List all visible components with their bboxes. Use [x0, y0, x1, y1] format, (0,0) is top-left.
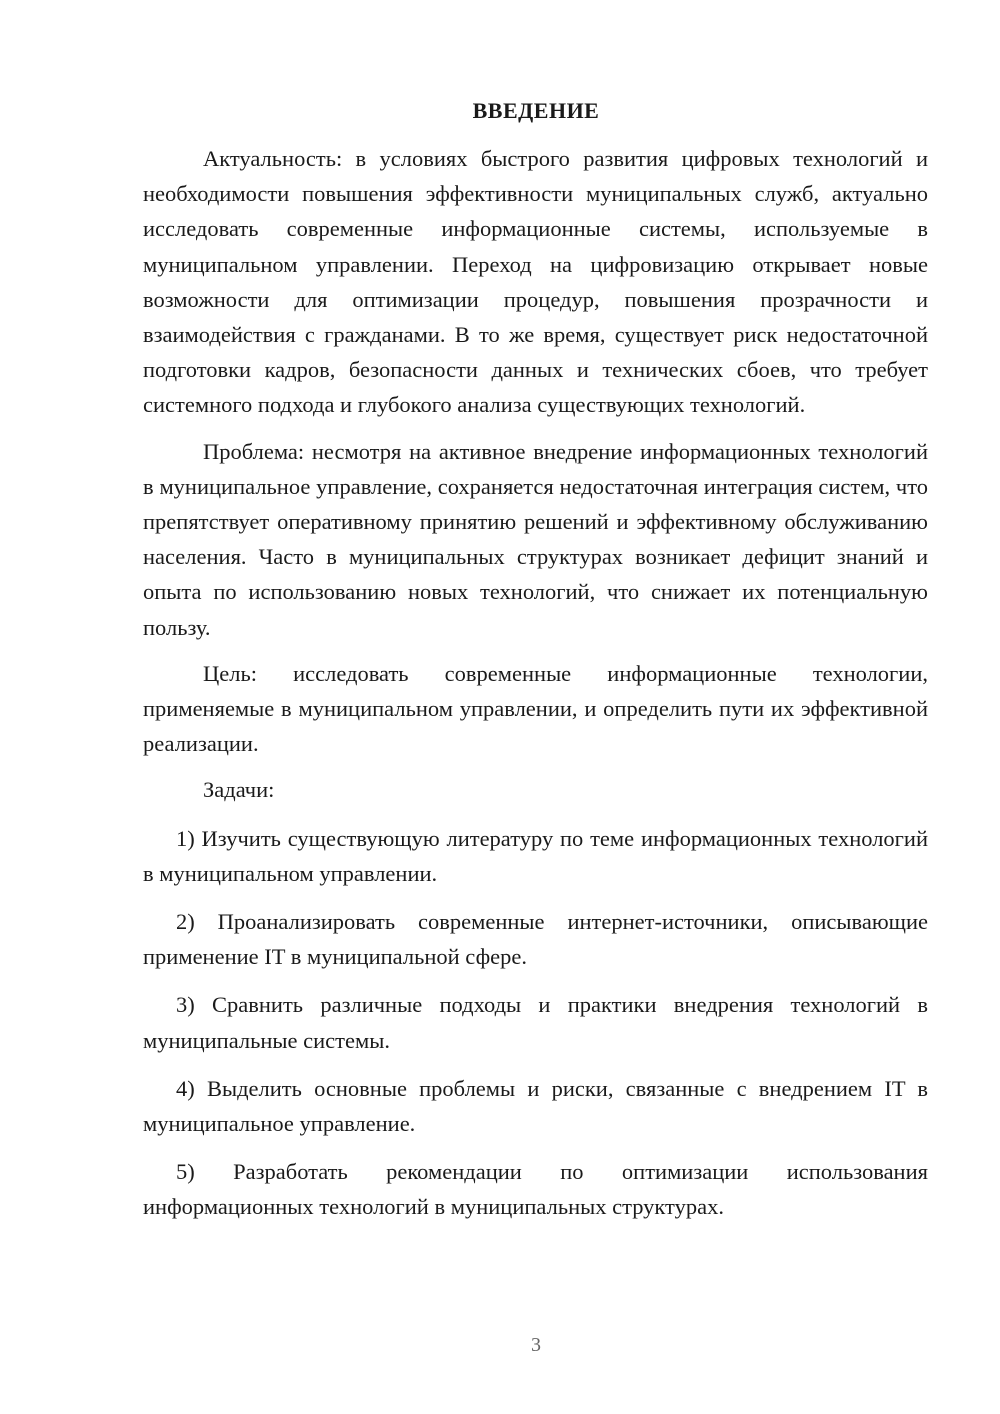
task-item: 1) Изучить существующую литературу по теме информационных технологий в муниципальном управлении. — [143, 825, 928, 886]
task-item: 5) Разработать рекомендации по оптимизации использования информационных технологий в муниципальных структурах. — [143, 1159, 928, 1220]
paragraph-relevance: Актуальность: в условиях быстрого развития цифровых технологий и необходимости повышения эффективности муниципальных служб, актуально исследовать современные информационные системы, используемые в муниципальном управлении. Переход на цифровизацию открывает новые возможности для оптимизации процедур, повышения прозрачности и взаимодействия с гражданами. В то же время, существует риск недостаточной подготовки кадров, безопасности данных и технических сбоев, что требует системного подхода и глубокого анализа существующих технологий. — [143, 146, 928, 418]
body-text — [143, 141, 928, 1225]
task-item: 2) Проанализировать современные интернет-источники, описывающие применение IT в муниципальной сфере. — [143, 909, 928, 970]
paragraph-goal: Цель: исследовать современные информационные технологии, применяемые в муниципальном управлении, и определить пути их эффективной реализации. — [143, 660, 928, 757]
paragraph-problem: Проблема: несмотря на активное внедрение информационных технологий в муниципальное управление, сохраняется недостаточная интеграция систем, что препятствует оперативному принятию решений и эффективному обслуживанию населения. Часто в муниципальных структурах возникает дефицит знаний и опыта по использованию новых технологий, что снижает их потенциальную пользу. — [143, 438, 928, 640]
task-item: 4) Выделить основные проблемы и риски, связанные с внедрением IT в муниципальное управление. — [143, 1075, 928, 1137]
page-number: 3 — [531, 1334, 541, 1356]
section-title: ВВЕДЕНИЕ — [472, 98, 600, 123]
task-item: 3) Сравнить различные подходы и практики внедрения технологий в муниципальные системы. — [143, 992, 928, 1053]
tasks-heading: Задачи: — [203, 777, 275, 803]
